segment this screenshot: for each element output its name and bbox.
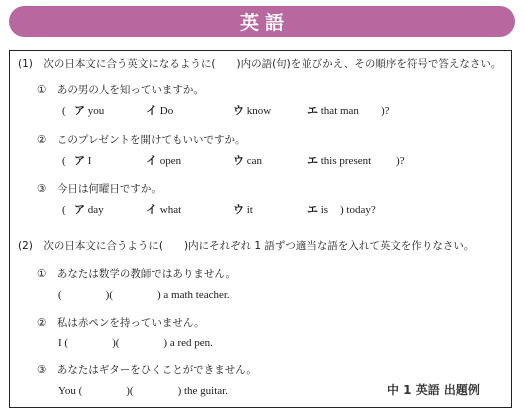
option-word: Do (159, 105, 174, 117)
option-word: I (87, 155, 92, 167)
section2-instruction: (2) 次の日本文に合うように( )内にそれぞれ 1 語ずつ適当な語を入れて英文を作りなさい。 (18, 240, 475, 252)
question-2-3-label: ③ あなたはギターをひくことができません。 (37, 364, 257, 376)
question-1-1-label: ① あの男の人を知っていますか。 (37, 84, 204, 96)
question-2-3-answer: You ( )( ) the guitar. (58, 385, 228, 397)
option-mark: ア (74, 204, 85, 216)
title-banner (9, 6, 515, 37)
option-mark: エ (307, 105, 318, 117)
option-mark: ア (74, 155, 85, 167)
question-1-2-label: ② このプレゼントを開けてもいいですか。 (37, 134, 246, 146)
option-word: it (246, 204, 253, 216)
question-tail: )? (396, 155, 405, 167)
option-word: this present (320, 155, 372, 167)
question-2-1-label: ① あなたは数学の教師ではありません。 (37, 268, 237, 280)
question-2-1-answer: ( )( ) a math teacher. (58, 289, 230, 301)
option-mark: イ (146, 155, 157, 167)
option-mark: ア (74, 105, 85, 117)
option-mark: エ (307, 155, 318, 167)
option-word: day (87, 204, 104, 216)
option-mark: イ (146, 204, 157, 216)
section1-instruction: (1) 次の日本文に合う英文になるように( )内の語(句)を並びかえ、その順序を符号で答えなさい。 (18, 58, 502, 70)
question-1-1-options (0, 105, 524, 119)
open-paren: ( (62, 204, 66, 216)
page-title: 英語 (239, 12, 290, 34)
question-frame (9, 50, 512, 408)
question-1-3-label: ③ 今日は何曜日ですか。 (37, 183, 162, 195)
option-word: you (87, 105, 105, 117)
question-1-3-options (0, 204, 524, 218)
option-mark: ウ (233, 105, 244, 117)
question-tail: )? (381, 105, 390, 117)
question-2-2-label: ② 私は赤ペンを持っていません。 (37, 317, 205, 329)
option-word: what (159, 204, 182, 216)
open-paren: ( (62, 105, 66, 117)
option-word: that man (320, 105, 359, 117)
option-mark: エ (307, 204, 318, 216)
option-word: open (159, 155, 182, 167)
question-1-2-options (0, 155, 524, 169)
option-word: know (246, 105, 272, 117)
option-mark: ウ (233, 204, 244, 216)
option-mark: ウ (233, 155, 244, 167)
open-paren: ( (62, 155, 66, 167)
sample-label: 中 1 英語 出題例 (387, 383, 480, 397)
option-mark: イ (146, 105, 157, 117)
option-word: is (320, 204, 329, 216)
question-2-2-answer: I ( )( ) a red pen. (58, 337, 213, 349)
question-tail: ) today? (340, 204, 376, 216)
option-word: can (246, 155, 263, 167)
